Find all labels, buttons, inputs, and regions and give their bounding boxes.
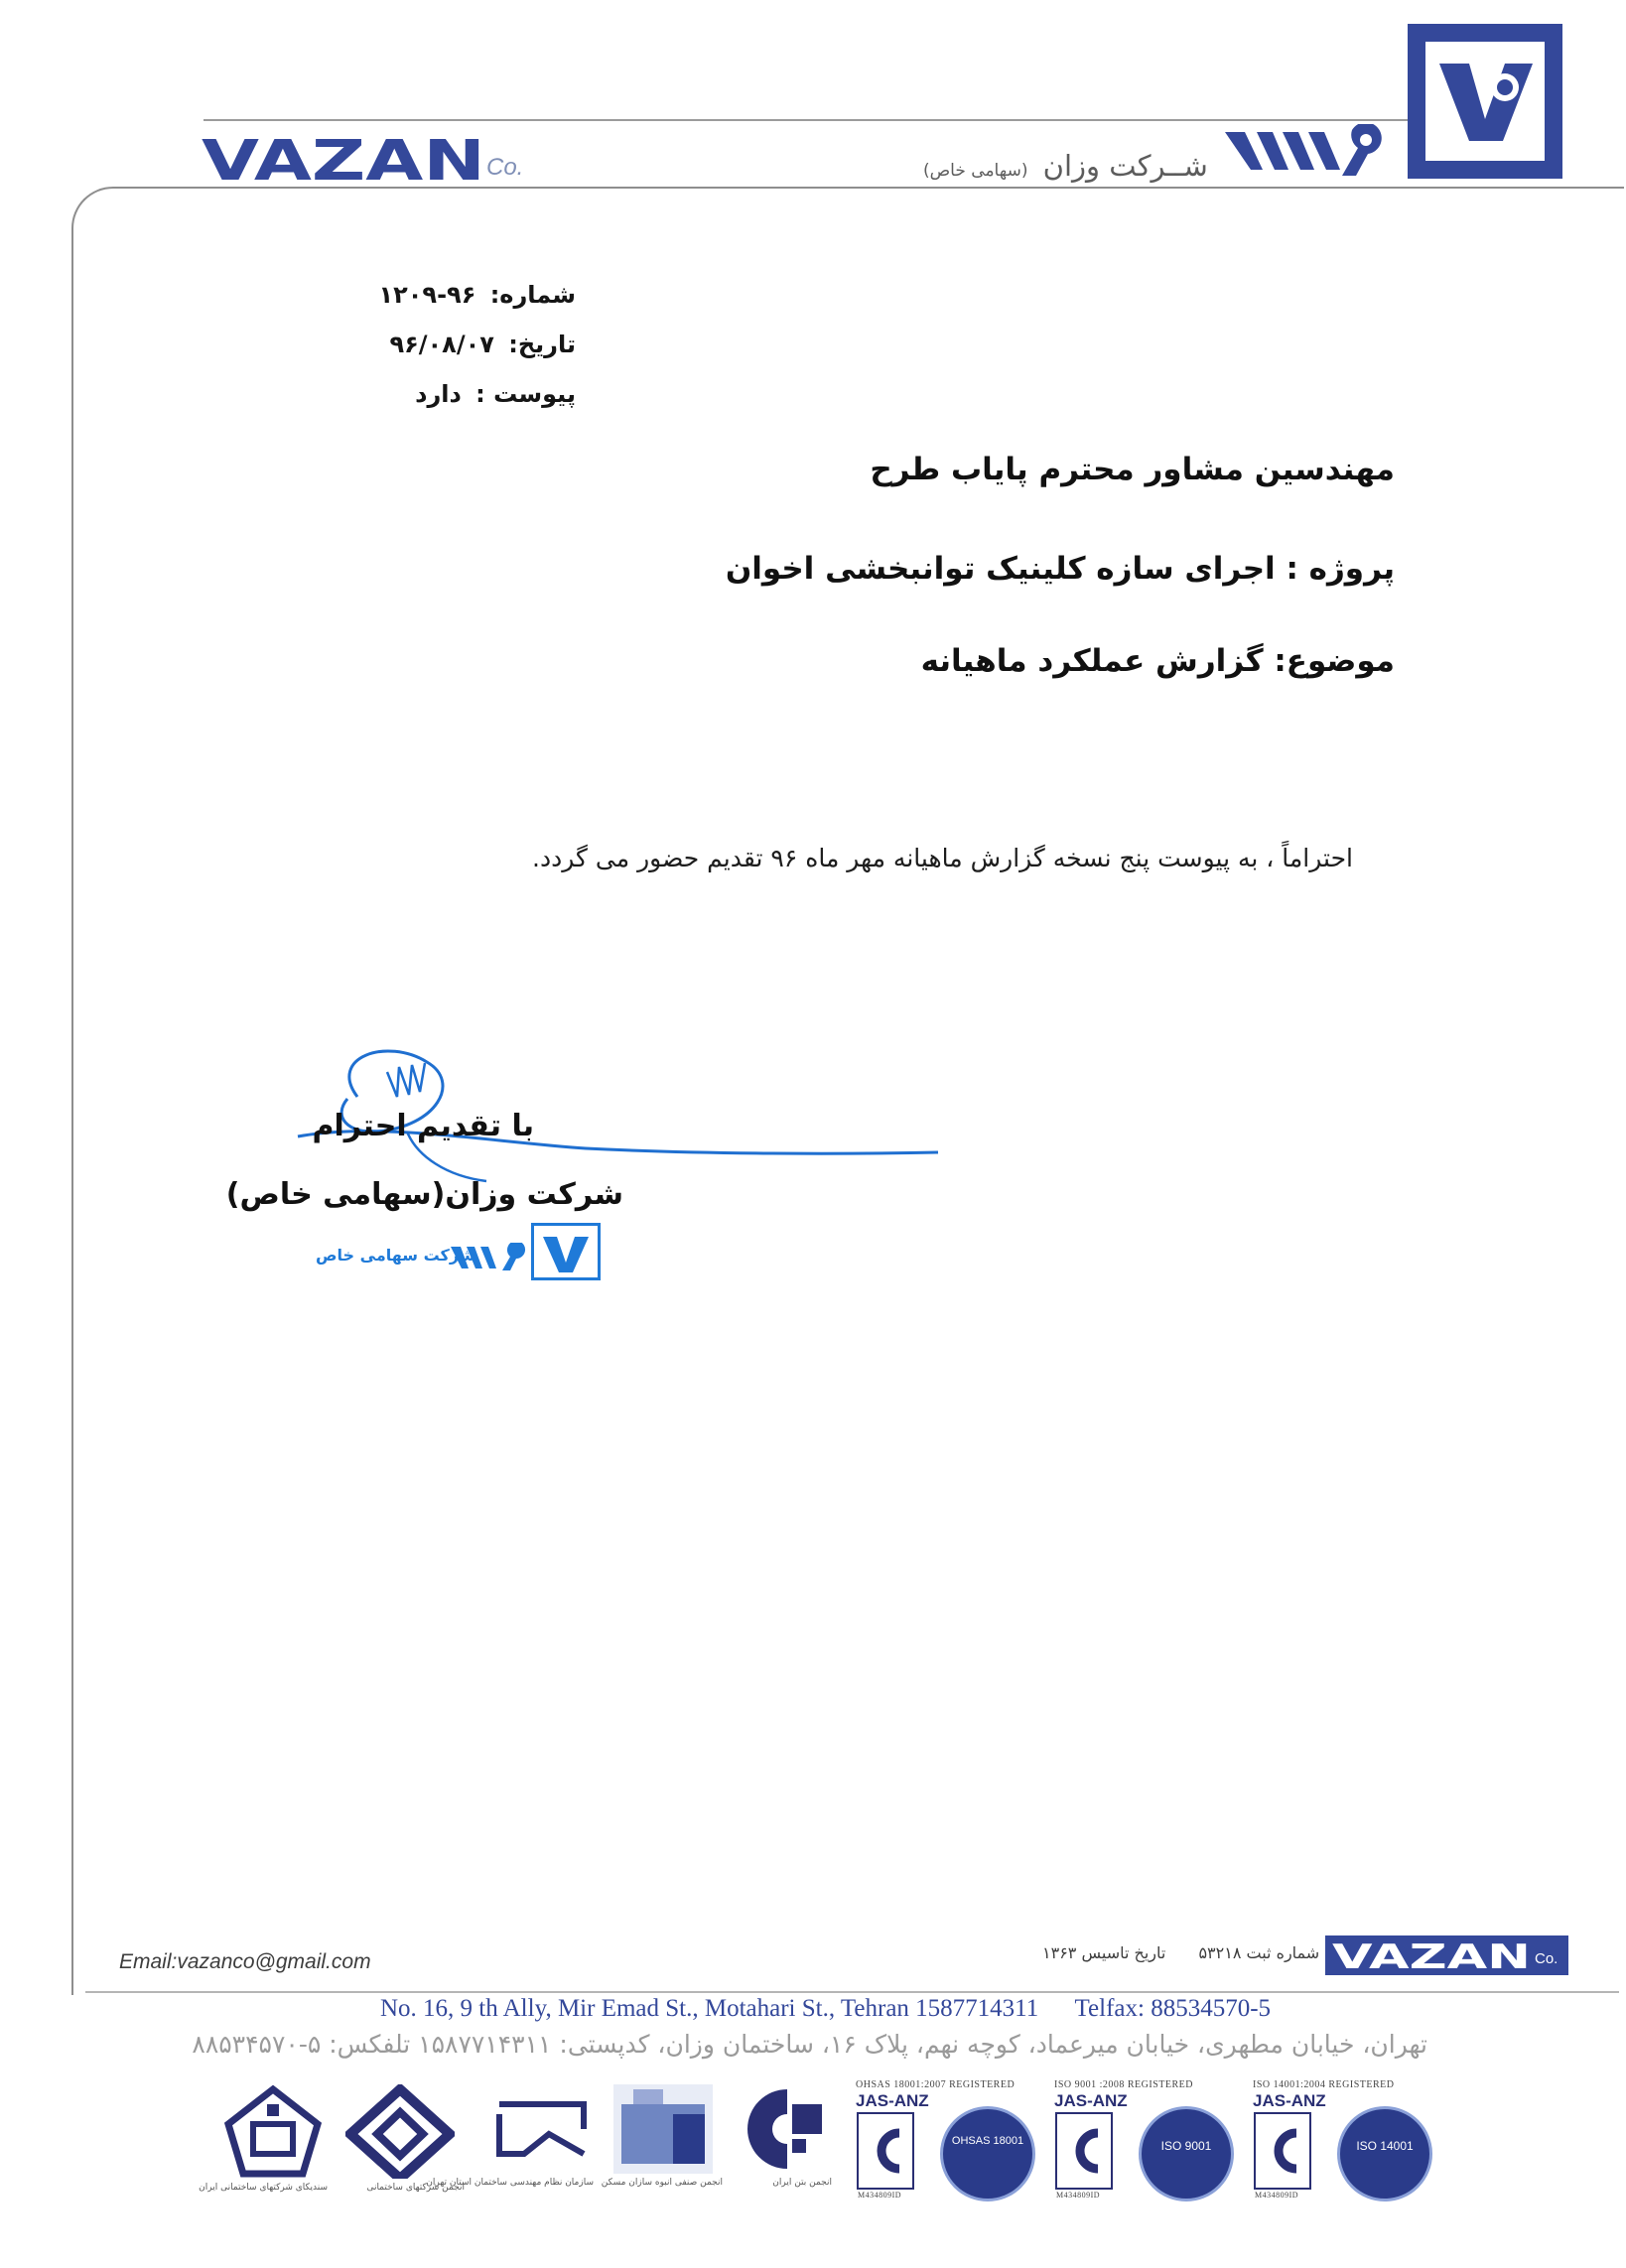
cert-body: JAS-ANZ: [1253, 2091, 1326, 2110]
assoc-mass-builders: [601, 2084, 723, 2188]
engineering-org-icon: [494, 2084, 589, 2174]
number-label: شماره:: [489, 281, 576, 309]
footer-brand-text: VAZAN: [1332, 1940, 1531, 1972]
founded-date: تاریخ تاسیس ۱۳۶۳: [1042, 1943, 1166, 1962]
concrete-association-icon: [743, 2084, 832, 2174]
assoc-caption: انجمن صنفی انبوه سازان مسکن: [601, 2178, 723, 2188]
assoc-syndicate: [199, 2084, 328, 2193]
company-name-fa: [923, 149, 1208, 183]
project-line: پروژه : اجرای سازه کلینیک توانبخشی اخوان: [725, 551, 1395, 587]
stamp-text: شرکت سهامی خاص: [316, 1246, 475, 1265]
brand-en-suffix: Co.: [486, 154, 524, 181]
cert-seal-icon: [1139, 2106, 1234, 2201]
cert-seal-text: ISO 9001: [1160, 2139, 1212, 2153]
telfax-en: Telfax: 88534570-5: [1074, 1995, 1272, 2022]
cert-iso9001: [1054, 2079, 1238, 2199]
cert-iso14001: [1253, 2079, 1436, 2199]
registration-number: شماره ثبت ۵۳۲۱۸: [1198, 1943, 1320, 1962]
stamp-logo-icon: [531, 1223, 601, 1280]
assoc-concrete: [743, 2084, 832, 2188]
address-fa: تهران، خیابان مطهری، خیابان میرعماد، کوچه نهم، پلاک ۱۶، ساختمان وزان، کدپستی: ۱۵۸۷۷۱۴۳۱۱ تلفکس: ۵-۸۸۵۳۴۵۷۰: [192, 2030, 1427, 2059]
cert-c-icon: [856, 2111, 915, 2191]
cert-code: M434809ID: [1056, 2191, 1101, 2200]
cert-code: M434809ID: [858, 2191, 902, 2200]
building-grid-icon: [613, 2084, 713, 2174]
footer-rule: [85, 1991, 1619, 1993]
signatory-line: شرکت وزان(سهامی خاص): [225, 1177, 623, 1212]
cert-ohsas18001: [856, 2079, 1044, 2199]
brand-en-logotype: [202, 136, 489, 186]
syndicate-icon: [223, 2084, 323, 2179]
address-en: [350, 1995, 1271, 2023]
recipient-line: مهندسین مشاور محترم پایاب طرح: [870, 452, 1395, 487]
cert-seal-text: ISO 14001: [1356, 2139, 1414, 2153]
header-rule: [203, 119, 1554, 121]
attachment-value: دارد: [415, 380, 462, 408]
assoc-construction-companies: [345, 2084, 465, 2193]
cert-label: OHSAS 18001:2007 REGISTERED: [856, 2079, 1016, 2090]
registration-info: [1015, 1943, 1319, 1962]
address-en-text: No. 16, 9 th Ally, Mir Emad St., Motahari St., Tehran 1587714311: [380, 1995, 1039, 2022]
number-value: ۹۶-۱۲۰۹: [378, 281, 476, 309]
cert-code: M434809ID: [1255, 2191, 1299, 2200]
cert-seal-icon: [940, 2106, 1035, 2201]
subject-line: موضوع: گزارش عملکرد ماهیانه: [920, 643, 1395, 679]
brand-fa-logotype: [1223, 124, 1397, 179]
assoc-caption: سندیکای شرکتهای ساختمانی ایران: [199, 2183, 328, 2193]
cert-seal-icon: [1337, 2106, 1432, 2201]
company-name: شــرکت وزان: [1042, 149, 1208, 183]
letter-number: [328, 281, 576, 309]
assoc-engineering-org: [426, 2084, 594, 2188]
date-label: تاریخ:: [508, 331, 576, 358]
cert-label: ISO 9001 :2008 REGISTERED: [1054, 2079, 1193, 2090]
closing-line: با تقدیم احترام: [312, 1109, 534, 1143]
footer-brand-logotype: [1332, 1940, 1541, 1972]
company-type: (سهامی خاص): [923, 161, 1028, 181]
construction-companies-icon: [345, 2084, 455, 2179]
footer-email: Email:vazanco@gmail.com: [119, 1950, 371, 1973]
letter-date: [328, 331, 576, 358]
assoc-caption: سازمان نظام مهندسی ساختمان استان تهران: [426, 2178, 594, 2188]
attachment-label: پیوست :: [475, 380, 576, 408]
cert-seal-text: OHSAS 18001: [951, 2135, 1024, 2147]
footer-brand-suffix: Co.: [1535, 1950, 1558, 1967]
brand-en-text: VAZAN: [202, 136, 485, 186]
assoc-caption: انجمن بتن ایران: [772, 2178, 832, 2188]
cert-body: JAS-ANZ: [1054, 2091, 1128, 2110]
letter-body: احتراماً ، به پیوست پنج نسخه گزارش ماهیانه مهر ماه ۹۶ تقدیم حضور می گردد.: [532, 844, 1353, 872]
letter-attachment: [328, 380, 576, 408]
cert-body: JAS-ANZ: [856, 2091, 929, 2110]
assoc-caption: انجمن شرکتهای ساختمانی: [366, 2183, 465, 2193]
cert-c-icon: [1054, 2111, 1114, 2191]
vazan-logo-icon: [1408, 24, 1562, 179]
date-value: ۹۶/۰۸/۰۷: [389, 331, 494, 358]
cert-label: ISO 14001:2004 REGISTERED: [1253, 2079, 1395, 2090]
cert-c-icon: [1253, 2111, 1312, 2191]
